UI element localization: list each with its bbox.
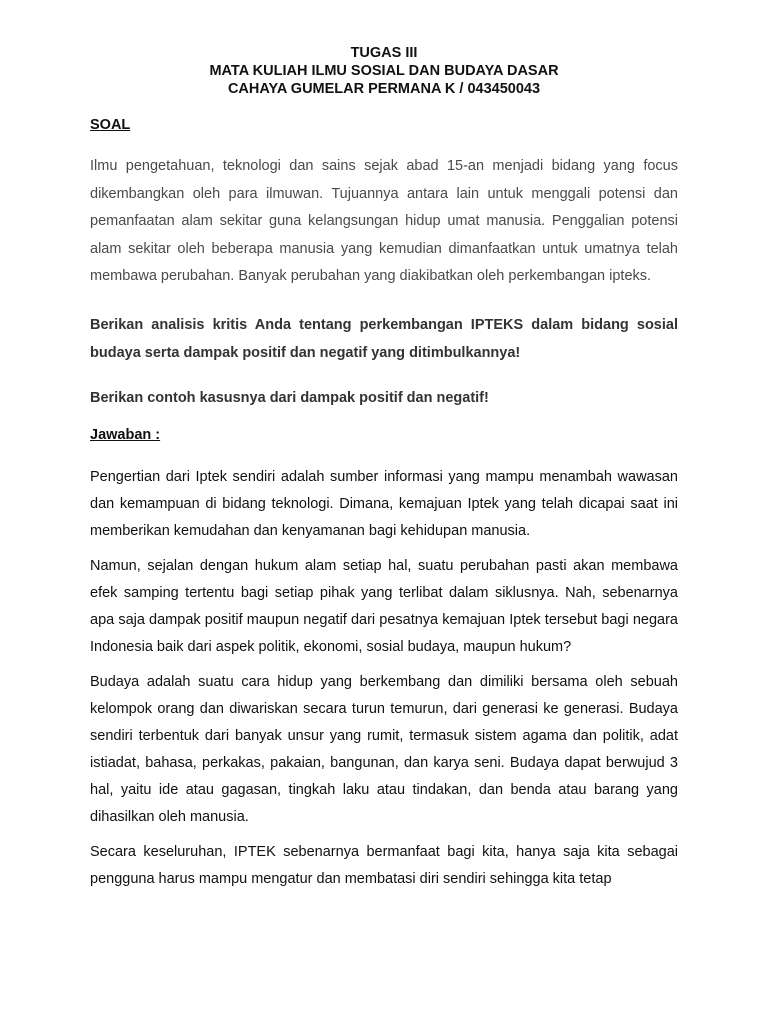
student-name: CAHAYA GUMELAR PERMANA K / 043450043 bbox=[227, 81, 541, 97]
document-title-block bbox=[90, 44, 678, 98]
question-2: Berikan contoh kasusnya dari dampak positif dan negatif! bbox=[90, 389, 489, 406]
soal-paragraph: Ilmu pengetahuan, teknologi dan sains sejak abad 15-an menjadi bidang yang focus dikembangkan oleh para ilmuwan. Tujuannya antara lain untuk menggali potensi dan pemanfaatan alam sekitar guna kelangsungan hidup umat manusia. Penggalian potensi alam sekitar oleh beberapa manusia yang kemudian dimanfaatkan untuk umatnya telah membawa perubahan. Banyak perubahan yang diakibatkan oleh perkembangan ipteks. bbox=[90, 158, 678, 284]
answer-paragraph-1: Pengertian dari Iptek sendiri adalah sumber informasi yang mampu menambah wawasan dan kemampuan di bidang teknologi. Dimana, kemajuan Iptek yang telah dicapai saat ini memberikan kemudahan dan kenyamanan bagi kehidupan manusia. bbox=[90, 469, 678, 539]
course-title: MATA KULIAH ILMU SOSIAL DAN BUDAYA DASAR bbox=[209, 63, 559, 79]
document-page bbox=[90, 44, 678, 901]
answer-paragraph-3: Budaya adalah suatu cara hidup yang berkembang dan dimiliki bersama oleh sebuah kelompok orang dan diwariskan secara turun temurun, dari generasi ke generasi. Budaya sendiri terbentuk dari banyak unsur yang rumit, termasuk sistem agama dan politik, adat istiadat, bahasa, perkakas, pakaian, bangunan, dan karya seni. Budaya dapat berwujud 3 hal, yaitu ide atau gagasan, tingkah laku atau tindakan, dan benda atau barang yang dihasilkan oleh manusia. bbox=[90, 674, 678, 825]
soal-heading: SOAL bbox=[90, 117, 131, 133]
answer-paragraph-4: Secara keseluruhan, IPTEK sebenarnya bermanfaat bagi kita, hanya saja kita sebagai pengguna harus mampu mengatur dan membatasi diri sendiri sehingga kita tetap bbox=[90, 844, 678, 887]
question-1: Berikan analisis kritis Anda tentang perkembangan IPTEKS dalam bidang sosial budaya serta dampak positif dan negatif yang ditimbulkannya! bbox=[90, 316, 678, 361]
jawaban-heading: Jawaban : bbox=[90, 427, 161, 443]
assignment-title: TUGAS III bbox=[350, 45, 418, 61]
answer-paragraph-2: Namun, sejalan dengan hukum alam setiap hal, suatu perubahan pasti akan membawa efek samping tertentu bagi setiap pihak yang terlibat dalam siklusnya. Nah, sebenarnya apa saja dampak positif maupun negatif dari pesatnya kemajuan Iptek tersebut bagi negara Indonesia baik dari aspek politik, ekonomi, sosial budaya, maupun hukum? bbox=[90, 558, 678, 655]
